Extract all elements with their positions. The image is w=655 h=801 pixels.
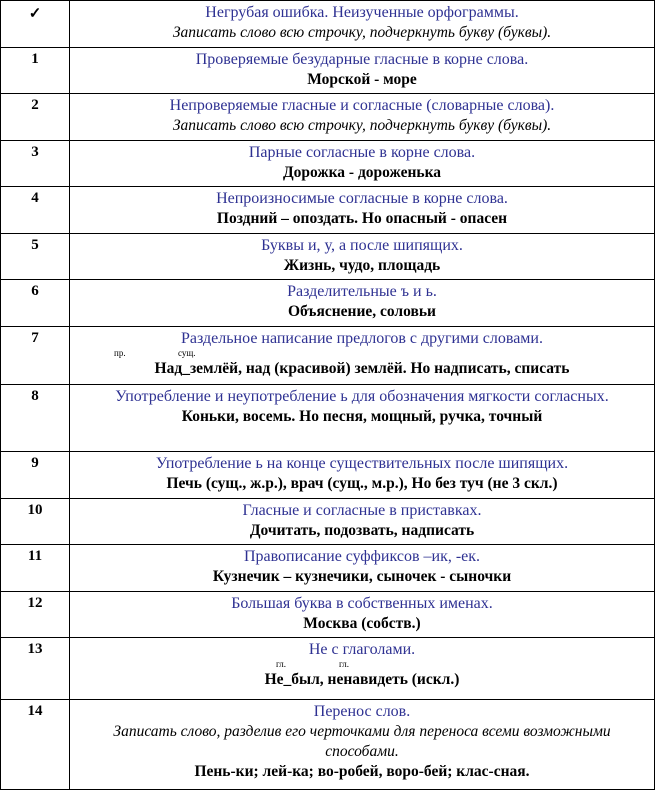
row-example: Над_землёй, над (красивой) землёй. Но надписать, списать [154,360,570,377]
row-title: Непроизносимые согласные в корне слова. [216,190,508,207]
row-note: Записать слово, разделив его черточками для переноса всеми возможными способами. [113,723,611,760]
row-title: Употребление и неупотребление ь для обозначения мягкости согласных. [115,388,609,405]
table-row [1,385,655,452]
check-icon: ✓ [1,1,70,48]
row-number: 8 [1,385,70,452]
table-row [1,187,655,234]
row-title: Негрубая ошибка. Неизученные орфограммы. [205,4,519,21]
row-title: Проверяемые безударные гласные в корне слова. [195,51,529,68]
row-example: Морской - море [307,71,417,88]
row-example: Жизнь, чудо, площадь [283,257,441,274]
row-number: 12 [1,592,70,638]
row-note: Записать слово всю строчку, подчеркнуть букву (буквы). [172,117,552,134]
table-row [1,452,655,499]
row-example: Москва (собств.) [303,615,421,632]
row-example: Не_был, ненавидеть (искл.) [264,671,460,688]
row-number: 7 [1,327,70,385]
row-title: Парные согласные в корне слова. [248,144,476,161]
table-row [1,234,655,280]
small-label: пр. [114,348,126,358]
row-number: 10 [1,499,70,545]
row-example: Дорожка - дороженька [282,164,442,181]
small-label: гл. [339,659,349,669]
table-row [1,545,655,592]
row-title: Гласные и согласные в приставках. [242,502,482,519]
row-example: Кузнечик – кузнечики, сыночек - сыночки [212,568,512,585]
row-title: Буквы и, у, а после шипящих. [261,237,463,254]
table-row [1,1,655,48]
row-number: 3 [1,141,70,187]
small-label: гл. [276,659,286,669]
row-example: Пень-ки; лей-ка; во-робей, воро-бей; клас-сная. [194,763,530,780]
row-number: 2 [1,94,70,141]
row-title: Большая буква в собственных именах. [231,595,493,612]
table-row [1,141,655,187]
row-example: Поздний – опоздать. Но опасный - опасен [216,210,508,227]
row-title: Правописание суффиксов –ик, -ек. [243,548,481,565]
small-label: сущ. [178,348,196,358]
row-title: Не с глаголами. [308,641,416,658]
row-number: 6 [1,280,70,327]
table-row [1,499,655,545]
table-row [1,700,655,790]
table-row [1,592,655,638]
row-number: 13 [1,638,70,700]
row-title: Раздельное написание предлогов с другими словами. [181,330,543,347]
table-row [1,327,655,385]
table-row [1,638,655,700]
row-example: Объяснение, соловьи [287,303,436,320]
row-example: Печь (сущ., ж.р.), врач (сущ., м.р.), Но без туч (не 3 скл.) [166,475,558,492]
row-title: Непроверяемые гласные и согласные (словарные слова). [169,97,555,114]
row-example: Коньки, восемь. Но песня, мощный, ручка, точный [181,408,543,425]
row-note: Записать слово всю строчку, подчеркнуть букву (буквы). [172,24,552,41]
row-example: Дочитать, подозвать, надписать [249,522,475,539]
row-number: 4 [1,187,70,234]
row-number: 11 [1,545,70,592]
row-title: Разделительные ъ и ь. [287,283,437,300]
row-number: 9 [1,452,70,499]
row-title: Употребление ь на конце существительных после шипящих. [155,455,569,472]
table-row [1,280,655,327]
table-row [1,48,655,94]
row-number: 14 [1,700,70,790]
row-number: 1 [1,48,70,94]
row-title: Перенос слов. [313,703,411,720]
row-number: 5 [1,234,70,280]
table-row [1,94,655,141]
